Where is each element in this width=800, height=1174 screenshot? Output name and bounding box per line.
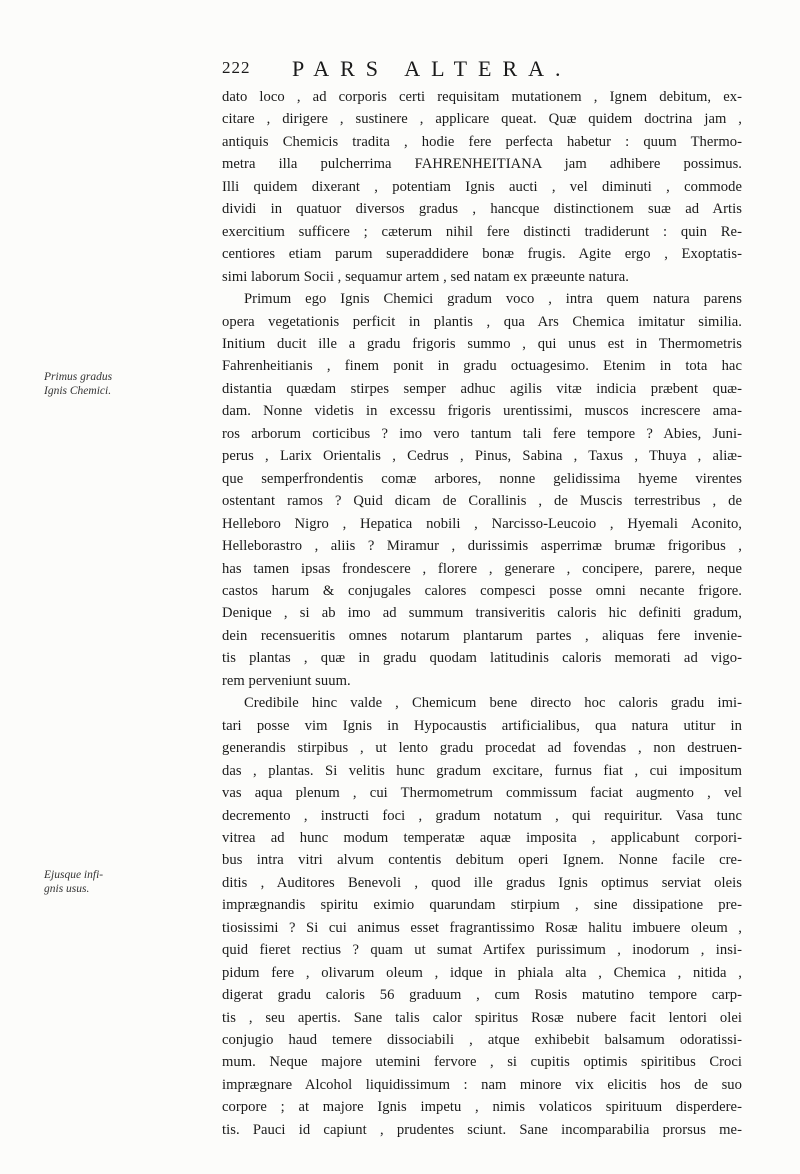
body-line: metra illa pulcherrima FAHRENHEITIANA jam adhibere possimus. <box>222 156 742 173</box>
margin-note-line: Ignis Chemici. <box>44 385 112 397</box>
margin-note-line: Ejusque infi- <box>44 869 104 881</box>
running-title: PARS ALTERA. <box>292 56 572 81</box>
body-line: conjugio haud temere dissociabili , atque exhibebit balsamum odoratissi- <box>222 1032 742 1049</box>
body-line: citare , dirigere , sustinere , applicare queat. Quæ quidem doctrina jam , <box>222 111 742 128</box>
body-line: centiores etiam parum superaddidere bonæ frugis. Agite ergo , Exoptatis- <box>222 246 742 263</box>
margin-note-line: gnis usus. <box>44 883 90 895</box>
body-line: imprægnandis spiritu eximio quarundam stirpium , sine dissipatione pre- <box>222 897 742 914</box>
body-line: exercitium sufficere ; cæterum nihil fere distincti tradiderunt : quin Re- <box>222 223 742 240</box>
body-line: castos harum & conjugales calores compesci posse omni necante frigore. <box>222 582 742 599</box>
body-line: dividi in quatuor diversos gradus , hancque distinctionem suæ ad Artis <box>222 201 742 218</box>
body-line: mum. Neque majore utemini fervore , si cupitis optimis spiritibus Croci <box>222 1054 742 1071</box>
body-line: generandis stirpibus , ut lento gradu procedat ad fovendas , non destruen- <box>222 740 742 757</box>
body-line: rem perveniunt suum. <box>222 672 351 689</box>
body-line: tis. Pauci id capiunt , prudentes sciunt. Sane incomparabilia prorsus me- <box>222 1121 742 1138</box>
body-line: ostentant ramos ? Quid dicam de Corallinis , de Muscis terrestribus , de <box>222 493 742 510</box>
body-line: quid fieret rectius ? quam ut sumat Artifex purissimum , inodorum , insi- <box>222 942 742 959</box>
body-line: Denique , si ab imo ad summum transiveritis caloris hic definiti gradum, <box>222 605 742 622</box>
body-line: perus , Larix Orientalis , Cedrus , Pinus, Sabina , Taxus , Thuya , aliæ- <box>222 448 742 465</box>
body-line: Credibile hinc valde , Chemicum bene directo hoc caloris gradu imi- <box>244 695 742 712</box>
body-line: opera vegetationis perficit in plantis , qua Ars Chemica imitatur similia. <box>222 313 742 330</box>
body-line: dato loco , ad corporis certi requisitam mutationem , Ignem debitum, ex- <box>222 89 742 105</box>
body-line: dam. Nonne videtis in excessu frigoris urentissimi, muscos increscere ama- <box>222 403 742 420</box>
body-line: Helleborastro , aliis ? Miramur , durissimis asperrimæ brumæ frigoribus , <box>222 538 742 555</box>
body-line: distantia quædam stirpes semper adhuc agilis vitæ indicia præbent quæ- <box>222 380 742 397</box>
body-line: das , plantas. Si velitis hunc gradum excitare, furnus fiat , cui impositum <box>222 762 742 779</box>
body-line: has tamen ipsas frondescere , florere , generare , concipere, parere, neque <box>222 560 742 577</box>
body-line: corpore ; at majore Ignis impetu , nimis volaticos spirituum disperdere- <box>222 1099 742 1116</box>
body-line: Helleboro Nigro , Hepatica nobili , Narcisso-Leucoio , Hyemali Aconito, <box>222 515 742 532</box>
body-line: Fahrenheitianis , finem ponit in gradu octuagesimo. Etenim in tota hac <box>222 358 742 375</box>
body-line: que semperfrondentis comæ arbores, nonne gelidissima hyeme virentes <box>222 470 742 487</box>
body-line: dein recensueritis omnes notarum plantarum partes , aliquas fere invenie- <box>222 627 742 644</box>
body-line: simi laborum Socii , sequamur artem , sed natam ex præeunte natura. <box>222 268 630 285</box>
page-number: 222 <box>222 58 251 77</box>
body-line: vas aqua plenum , cui Thermometrum commissum faciat augmento , vel <box>222 785 742 802</box>
body-line: bus intra vitri alvum contentis debitum operi Ignem. Nonne facile cre- <box>222 852 742 869</box>
body-line: tari posse vim Ignis in Hypocaustis artificialibus, qua natura utitur in <box>222 717 742 734</box>
body-line: tis plantas , quæ in gradu quodam latitudinis caloris memorati ad vigo- <box>222 650 742 667</box>
body-line: vitrea ad hunc modum temperatæ aquæ imposita , applicabunt corpori- <box>222 829 742 846</box>
body-line: ros arborum corticibus ? imo vero tantum tali fere tempore ? Abies, Juni- <box>222 425 742 442</box>
body-line: Initium ducit ille a gradu frigoris summo , qui unus est in Thermometris <box>222 335 742 352</box>
body-line: antiquis Chemicis tradita , hodie fere perfecta habetur : quum Thermo- <box>222 133 742 150</box>
body-line: imprægnare Alcohol liquidissimum : nam minore vix elicitis hos de suo <box>222 1076 742 1093</box>
body-line: tiosissimi ? Si cui animus esset fragrantissimo Rosæ halitu imbuere oleum , <box>222 919 742 936</box>
body-line: decremento , instructi foci , gradum notatum , qui requiritur. Vasa tunc <box>222 807 742 824</box>
body-line: tis , seu apertis. Sane talis calor spiritus Rosæ nubere facit lentori olei <box>222 1009 742 1026</box>
body-line: ditis , Auditores Benevoli , quod ille gradus Ignis optimus serviat oleis <box>222 874 742 891</box>
body-text <box>222 86 742 1141</box>
body-line: Primum ego Ignis Chemici gradum voco , intra quem natura parens <box>244 291 742 308</box>
running-head <box>222 56 742 86</box>
margin-note-primus-gradus <box>44 370 204 398</box>
body-line: pidum fere , olivarum oleum , idque in phiala alta , Chemica , nitida , <box>222 964 742 981</box>
margin-note-line: Primus gradus <box>44 371 113 383</box>
body-line: digerat gradu caloris 56 graduum , cum Rosis matutino tempore carp- <box>222 987 742 1004</box>
body-line: Illi quidem dixerant , potentiam Ignis aucti , vel diminuti , commode <box>222 178 742 195</box>
margin-note-ejusque-usus <box>44 868 204 896</box>
